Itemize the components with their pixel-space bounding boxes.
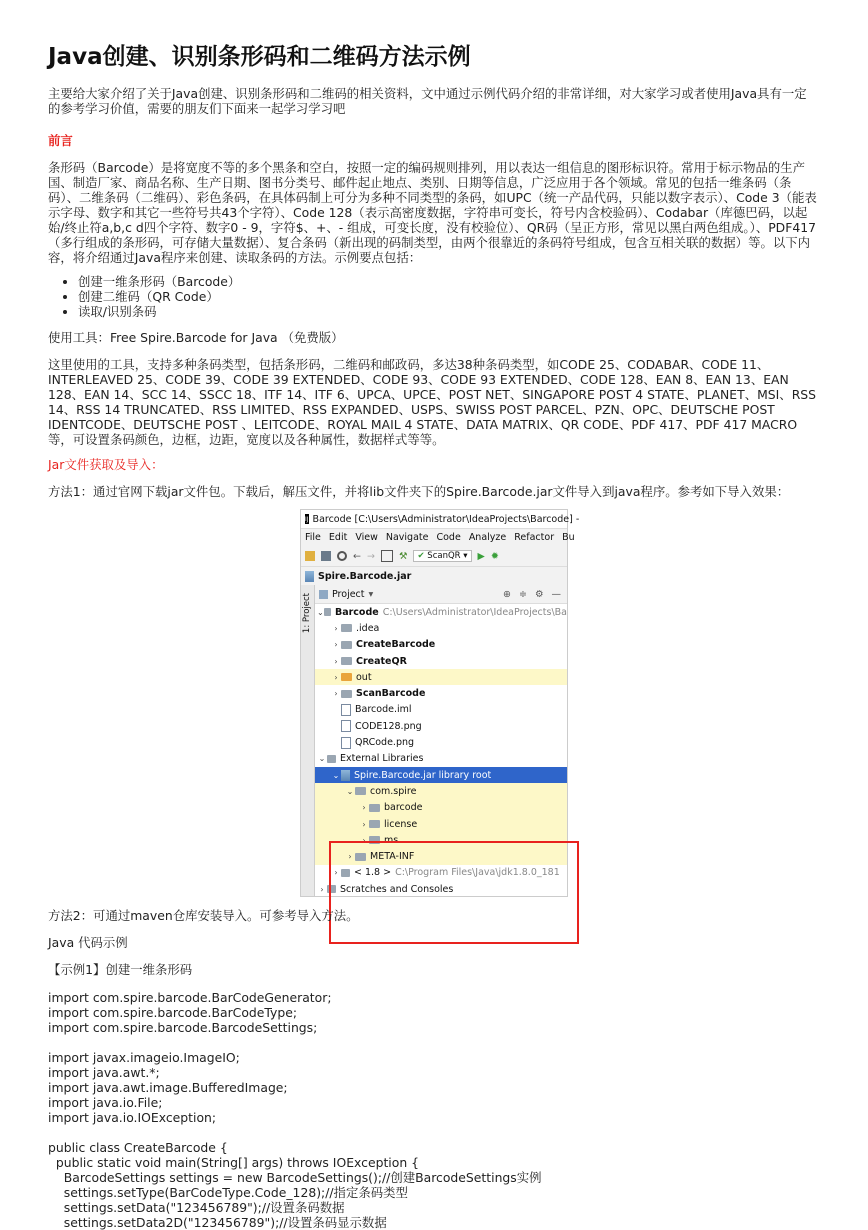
chevron-down-icon: ⌄ — [332, 770, 340, 780]
menu-edit: Edit — [328, 532, 348, 543]
tree-row — [315, 734, 567, 750]
ide-menu-bar — [301, 529, 575, 546]
side-tool-strip — [301, 585, 315, 896]
tree-row — [315, 604, 567, 620]
jar-heading: Jar文件获取及导入： — [48, 457, 164, 472]
file-icon — [341, 704, 351, 716]
run-config-select: ✔ ScanQR ▾ — [413, 550, 471, 562]
tree-label: CreateQR — [356, 655, 407, 667]
tree-row — [315, 685, 567, 701]
tool-description: 这里使用的工具，支持多种条码类型，包括条形码，二维码和邮政码，多达38种条码类型，如CODE 25、CODABAR、CODE 11、INTERLEAVED 25、CODE 39、CODE 39 EXTENDED、CODE 93、CODE 93 EXTENDED、CODE 128、EAN 8、EAN 13、EAN 128、EAN 14、SCC 14、SSCC 18、ITF 14、ITF 6、UPCA、UPCE、POST NET、SINGAPORE POST 4 STATE、PLANET、MSI、RSS 14、RSS 14 TRUNCATED、RSS LIMITED、RSS EXPANDED、USPS、SWISS POST PARCEL、PZN、OPC、DEUTSCHE POST IDENTCODE、DEUTSCHE POST 、LEITCODE、ROYAL MAIL 4 STATE、DATA MATRIX、QR CODE、PDF 417、PDF 417 MACRO等，可设置条码颜色，边框，边距，宽度以及各种属性，数据样式等等。 — [48, 357, 817, 447]
panel-actions — [503, 589, 567, 600]
collapse-icon: ≑ — [519, 588, 527, 600]
tree-label: ScanBarcode — [356, 688, 426, 700]
tree-row — [315, 816, 567, 832]
back-icon: ← — [353, 550, 361, 562]
project-tree — [315, 604, 567, 897]
tree-row — [315, 637, 567, 653]
dropdown-icon: ▾ — [368, 588, 374, 600]
tree-label: CreateBarcode — [356, 639, 436, 651]
tree-row — [315, 620, 567, 636]
tree-row — [315, 751, 567, 767]
chevron-down-icon: ⌄ — [346, 786, 354, 796]
tree-row — [315, 865, 567, 881]
tree-label: com.spire — [370, 785, 417, 797]
breadcrumb-label: Spire.Barcode.jar — [318, 570, 412, 582]
library-icon — [341, 869, 350, 877]
run-icon: ▶ — [477, 550, 485, 562]
chevron-right-icon: › — [334, 656, 338, 666]
save-icon — [321, 551, 331, 561]
project-panel — [315, 585, 567, 896]
project-side-tab: 1: Project — [302, 593, 312, 634]
tree-label: out — [356, 671, 372, 683]
method2-text: 方法2：可通过maven仓库安装导入。可参考导入方法。 — [48, 908, 359, 923]
chevron-right-icon: › — [348, 852, 352, 862]
menu-view: View — [355, 532, 378, 543]
intro-paragraph: 主要给大家介绍了关于Java创建、识别条形码和二维码的相关资料，文中通过示例代码介绍的非常详细，对大家学习或者使用Java具有一定的参考学习价值，需要的朋友们下面来一起学习学习吧 — [48, 86, 807, 116]
tree-path: C:\Users\Administrator\IdeaProjects\Ba — [382, 606, 567, 618]
tree-row — [315, 702, 567, 718]
package-icon — [355, 787, 366, 795]
run-config-label: ScanQR — [427, 551, 461, 561]
chevron-right-icon: › — [362, 803, 366, 813]
tool-line: 使用工具：Free Spire.Barcode for Java （免费版） — [48, 330, 344, 345]
tree-row — [315, 881, 567, 897]
tree-label: license — [384, 818, 418, 830]
package-icon — [369, 804, 380, 812]
chevron-right-icon: › — [362, 835, 366, 845]
ide-toolbar — [301, 546, 567, 567]
java-heading: Java 代码示例 — [48, 935, 128, 950]
tree-label: .idea — [356, 622, 380, 634]
tree-label: Spire.Barcode.jar library root — [354, 769, 492, 781]
folder-icon — [341, 641, 352, 649]
tree-label: < 1.8 > — [354, 867, 392, 879]
jar-icon — [341, 770, 350, 781]
chevron-right-icon: › — [334, 640, 338, 650]
chevron-right-icon: › — [362, 819, 366, 829]
folder-icon — [324, 608, 331, 616]
tree-label: CODE128.png — [355, 720, 422, 732]
ide-window-title: Barcode [C:\Users\Administrator\IdeaProjects\Barcode] - — [312, 513, 580, 525]
scratches-icon — [327, 885, 336, 893]
code-block: import com.spire.barcode.BarCodeGenerator; import com.spire.barcode.BarCodeType; import com.spire.barcode.BarcodeSettings; import javax.imageio.ImageIO; import java.awt.*; import java.awt.image.BufferedImage; import java.io.File; import java.io.IOException; public class CreateBarcode { public static void main(String[] args) throws IOException { BarcodeSettings settings = new BarcodeSettings();//创建BarcodeSettings实例 settings.setType(BarCodeType.Code_128);//指定条码类型 settings.setData("123456789");//设置条码数据 settings.setData2D("123456789");//设置条码显示数据 — [48, 990, 542, 1230]
image-file-icon — [341, 720, 351, 732]
intellij-logo-icon: IJ — [305, 515, 309, 523]
check-icon: ✔ — [417, 551, 425, 561]
ide-breadcrumb — [301, 567, 567, 586]
folder-icon — [341, 673, 352, 681]
ide-screenshot — [300, 509, 580, 897]
tree-row — [315, 718, 567, 734]
list-item: • 创建二维码（QR Code） — [78, 289, 818, 304]
image-file-icon — [341, 737, 351, 749]
menu-analyze: Analyze — [468, 532, 507, 543]
menu-refactor: Refactor — [514, 532, 555, 543]
folder-icon — [341, 690, 352, 698]
package-icon — [369, 820, 380, 828]
minimize-icon: — — [551, 588, 561, 600]
folder-icon — [341, 657, 352, 665]
folder-icon — [341, 624, 352, 632]
library-icon — [327, 755, 336, 763]
preface-paragraph: 条形码（Barcode）是将宽度不等的多个黑条和空白，按照一定的编码规则排列，用以表达一组信息的图形标识符。常用于标示物品的生产国、制造厂家、商品名称、生产日期、图书分类号、邮件起止地点、类别、日期等信息，广泛应用于各个领域。常见的包括一维条码（条码）、二维条码（二维码）、彩色条码，在具体码制上可分为多种不同类型的条码，如UPC（统一产品代码，只能以数字表示）、Code 3（能表示字母、数字和其它一些符号共43个字符）、Code 128（表示高密度数据，字符串可变长，符号内含校验码）、Codabar（库德巴码，以起始/终止符a,b,c d四个字符、数字0 - 9，字符$、+、- 组成，可变长度，没有校验位）、QR码（呈正方形，常见以黑白两色组成。）、PDF417（多行组成的条形码，可存储大量数据）、复合条码（新出现的码制类型，由两个很靠近的条码符号组成，包含互相关联的数据）等。以下内容，将介绍通过Java程序来创建、读取条码的方法。示例要点包括： — [48, 160, 817, 265]
tree-label: barcode — [384, 802, 423, 814]
debug-icon: ✹ — [490, 550, 499, 562]
chevron-right-icon: › — [334, 672, 338, 682]
tree-label: META-INF — [370, 851, 415, 863]
tree-label: Barcode — [334, 606, 379, 618]
chevron-right-icon: › — [334, 689, 338, 699]
tree-row — [315, 832, 567, 848]
open-icon — [305, 551, 315, 561]
chevron-down-icon: ⌄ — [317, 607, 324, 617]
tree-row — [315, 783, 567, 799]
gear-icon: ⚙ — [534, 588, 544, 600]
panel-title: Project — [332, 588, 365, 600]
chevron-right-icon: › — [320, 884, 324, 894]
package-icon — [369, 836, 380, 844]
tree-path: C:\Program Files\Java\jdk1.8.0_181 — [395, 867, 560, 879]
tree-row — [315, 669, 567, 685]
tree-label: External Libraries — [340, 753, 424, 765]
preface-heading: 前言 — [48, 133, 73, 148]
project-icon — [319, 590, 328, 599]
menu-navigate: Navigate — [385, 532, 429, 543]
menu-file: File — [305, 532, 321, 543]
chevron-right-icon: › — [334, 868, 338, 878]
chevron-down-icon: ⌄ — [318, 754, 326, 764]
chevron-right-icon: › — [334, 623, 338, 633]
structure-icon — [381, 550, 393, 562]
tree-label: Scratches and Consoles — [340, 883, 454, 895]
menu-code: Code — [436, 532, 461, 543]
method1-text: 方法1：通过官网下载jar文件包。下载后，解压文件，并将lib文件夹下的Spire.Barcode.jar文件导入到java程序。参考如下导入效果： — [48, 484, 790, 499]
menu-build: Bu — [562, 532, 575, 543]
list-item: • 创建一维条形码（Barcode） — [78, 274, 818, 289]
folder-icon — [355, 853, 366, 861]
sync-icon — [337, 551, 347, 561]
jar-icon — [305, 571, 314, 582]
tree-row — [315, 800, 567, 816]
tree-label: QRCode.png — [355, 737, 415, 749]
tree-row — [315, 653, 567, 669]
tree-row — [315, 848, 567, 864]
feature-list — [48, 274, 818, 319]
locate-icon: ⊕ — [503, 588, 511, 600]
forward-icon: → — [366, 550, 375, 562]
project-panel-header — [315, 585, 567, 604]
build-hammer-icon: ⚒ — [398, 550, 408, 562]
page-title: Java创建、识别条形码和二维码方法示例 — [48, 44, 471, 70]
tree-label: Barcode.iml — [355, 704, 412, 716]
example1-heading: 【示例1】创建一维条形码 — [48, 962, 193, 977]
tree-row-selected — [315, 767, 567, 783]
tree-label: ms — [384, 834, 399, 846]
ide-title-bar — [301, 510, 580, 529]
list-item: • 读取/识别条码 — [78, 304, 818, 319]
